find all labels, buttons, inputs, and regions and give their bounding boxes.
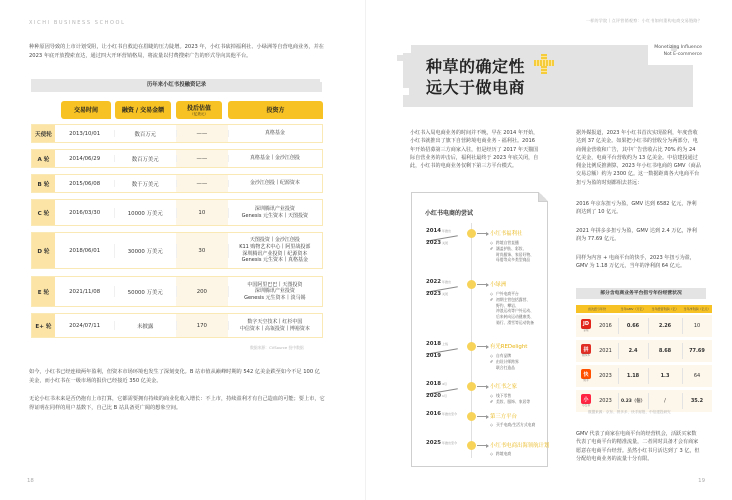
date-cell: 2013/10/01: [69, 130, 101, 137]
header-valuation: 投后估值 （亿美元）: [176, 101, 222, 119]
decorative-pixel: [403, 88, 409, 95]
arrow-icon: [477, 346, 488, 347]
platform-table-header: 首次扭亏年份 当年GMV（万亿） 当年经营利润（亿） 当年净利润（亿元）: [576, 305, 712, 313]
funding-table-title: 历年来小红书投融资记录: [31, 79, 322, 92]
round-label: 天使轮: [32, 125, 55, 142]
decorative-pixel: [645, 65, 693, 107]
table-row: [31, 149, 323, 168]
amount-cell: 10000 万美元: [114, 200, 176, 225]
round-label: E+ 轮: [32, 314, 55, 337]
investors-cell: 真格基金: [228, 125, 322, 142]
diamond-icon: ◇: [490, 291, 493, 296]
timeline-item-name: 第三方平台: [490, 414, 517, 420]
table-row: [31, 199, 323, 226]
page-fold-icon: [538, 192, 548, 202]
platform-logo: 快 快手: [579, 369, 593, 383]
pixel-plus-icon: [534, 54, 554, 74]
amount-cell: 数千万美元: [114, 175, 176, 192]
table-row: [31, 276, 323, 307]
running-header: XICHI BUSINESS SCHOOL: [29, 20, 126, 26]
date-cell: 2018/06/01: [69, 247, 101, 254]
timeline-item-name: 小红书之家: [490, 384, 517, 390]
table-row: 快 快手 2023 1.18 1.3 64: [576, 365, 712, 387]
investors-cell: 中国阿里巴巴丨天图投资 深圳腾讯产业投资 Genesis 元生资本丨淡马锡: [228, 277, 322, 306]
pen-icon: ✐: [490, 358, 494, 364]
amount-cell: 30000 万美元: [114, 233, 176, 268]
valuation-cell: ——: [176, 150, 228, 167]
platform-logo: JD 京东: [582, 321, 589, 333]
table-source: 数据来源：京东、拼多多、快手财报、中信建投研究: [588, 410, 671, 414]
arrow-icon: [477, 445, 488, 446]
investors-cell: 天图投资丨金沙江创投 K11 购物艺术中心丨阿里战投部 深圳腾讯产业投资丨纪源资本 Genesis 元生资本丨真格基金: [228, 233, 322, 268]
timeline-item-name: 小绿洲: [490, 282, 507, 288]
valuation-cell: 200: [176, 277, 228, 306]
arrow-icon: [477, 416, 488, 417]
header-investors: 投资方: [228, 101, 323, 119]
table-row: 小 小红书 2023 0.23（估） / 35.2: [576, 390, 712, 412]
valuation-cell: 30: [176, 233, 228, 268]
platform-logo: 小 小红书: [579, 394, 593, 408]
pinduoduo-logo-icon: 拼: [581, 344, 591, 354]
diamond-icon: ◇: [490, 393, 493, 398]
amount-cell: 未披露: [114, 314, 176, 337]
page-number: 19: [698, 478, 705, 484]
valuation-cell: ——: [176, 175, 228, 192]
body-paragraph: 2021 年拼多多扭亏为盈，GMV 达到 2.4 万亿，净利润为 77.69 亿元。: [576, 228, 697, 243]
body-paragraph: 2016 年京东扭亏为盈，GMV 达到 6582 亿元，净利润达到了 10 亿元。: [576, 201, 697, 216]
body-paragraph: 无论小红书未来是否仍抱有上市打算，它都需要拥有持续的商业化收入增长：不上市，持续盈利才有自己造血的可能；要上市，它得证明在同样的用户基数下，自己比 B 站具备更广阔的想象空间。: [29, 396, 325, 411]
date-cell: 2014/06/29: [69, 155, 101, 162]
arrow-icon: [477, 386, 488, 387]
timeline-bullets: ◇ 买手电商/生活方式电商: [490, 422, 536, 427]
body-paragraph: 同样为内容 + 电商平台的快手，2023 年扭亏为盈，GMV 为 1.18 万亿元，当年的净利润 64 亿元。: [576, 255, 695, 270]
running-header: 一样的学院丨点评营销观察：小红书如何重构电商交易链路？: [585, 18, 702, 23]
pen-icon: ✐: [490, 296, 494, 302]
amount-cell: 数百万美元: [114, 150, 176, 167]
timeline-card: 小红书电商的尝试 2014年推出 2023关闭 小红书福利社 ◇ 跨境自营直播 ✐ 涵盖护肤、彩妆、 时尚服饰、家居好物、 母婴等众多类型商品 2022年推出 2023关闭 小绿洲 ◇ 户外电商平台 ✐ 初期主营包括露营、 野钓、攀岩、 冲浪运动等户外运动、 后来转向运动健康类、 骑行、滑雪等运动装备 2018上线 2019 有光REDelight ◇ 自有品牌 ✐ 由设计师跨界 联合打造品 20184月 20201月 小红书之家 ◇ 线下零售 ✐ 美妆、服饰、家居等 2016年推出至今 第三方平台 ◇ 买手电商/生活方式电商 2025年推出至今 小红书电商出海领航计划 ◇ 跨境电商: [411, 192, 548, 467]
table-row: [31, 174, 323, 193]
valuation-cell: 10: [176, 200, 228, 225]
amount-cell: 数百万元: [114, 125, 176, 142]
arrow-icon: [477, 284, 488, 285]
platform-logo: 拼 拼多多: [579, 344, 593, 358]
diamond-icon: ◇: [490, 353, 493, 358]
timeline-dot: [467, 441, 476, 450]
amount-cell: 50000 万美元: [114, 277, 176, 306]
kuaishou-logo-icon: 快: [581, 369, 591, 379]
timeline-bullets: ◇ 自有品牌 ✐ 由设计师跨界 联合打造品: [490, 353, 519, 370]
platform-table-title: 部分含电商业务平台扭亏年份经营状况: [576, 288, 706, 299]
table-row: [31, 124, 323, 143]
round-label: B 轮: [32, 175, 55, 192]
header-date: 交易时间: [61, 101, 111, 119]
investors-cell: 金沙江创投丨纪源资本: [228, 175, 322, 192]
diamond-icon: ◇: [490, 240, 493, 245]
round-label: D 轮: [32, 233, 55, 268]
date-cell: 2015/06/08: [69, 180, 101, 187]
page-number: 18: [27, 478, 34, 484]
valuation-cell: 170: [176, 314, 228, 337]
right-page: [366, 0, 732, 500]
pen-icon: ✐: [490, 245, 494, 251]
timeline-bullets: ◇ 跨境自营直播 ✐ 涵盖护肤、彩妆、 时尚服饰、家居好物、 母婴等众多类型商品: [490, 240, 534, 263]
timeline-dot: [467, 229, 476, 238]
round-label: A 轮: [32, 150, 55, 167]
jd-logo-icon: JD: [582, 321, 589, 328]
date-cell: 2024/07/11: [69, 322, 101, 329]
timeline-bullets: ◇ 跨境电商: [490, 451, 512, 456]
section-title: 种草的确定性 远大于做电商: [426, 57, 526, 97]
body-paragraph: 据外媒报道，2023 年小红书首次实现盈利，年度营收达到 37 亿美金。如果把小红书的营收分为两部分，电商佣金营收和广告，其中广告营收占比 70% 约为 24 亿美金，电商平台营收约为 13 亿美金。中信建投通过佣金比例反推测算，2023 年小红书电商的 GMV（商品交易总额）约为 2300 亿。这一数据距离各大电商平台扭亏为盈的时刻都相去甚远：: [576, 130, 701, 186]
xiaohongshu-logo-icon: 小: [581, 394, 591, 404]
investors-cell: 深圳腾讯产业投资 Genesis 元生资本丨天图投资: [228, 200, 322, 225]
body-paragraph: 小红书入局电商业务的时间并不晚，早在 2014 年开始，小红书就推出了旗下自营跨境电商业务 - 福利社。2016 年开始招募第三方商家入驻，但是经历了 2017 年天猫国际自营业务的冲击后，福利社最终于 2023 年底关闭，自此，小红书的电商业务仅剩下第三方平台模式。: [410, 130, 539, 170]
diamond-icon: ◇: [490, 451, 493, 456]
timeline-axis: [471, 223, 472, 458]
round-label: C 轮: [32, 200, 55, 225]
decorative-pixel: [403, 45, 411, 53]
date-cell: 2016/03/30: [69, 209, 101, 216]
table-row: [31, 232, 323, 269]
timeline-dot: [467, 382, 476, 391]
date-cell: 2021/11/08: [69, 288, 101, 295]
investors-cell: 真格基金丨金沙江创投: [228, 150, 322, 167]
timeline-item-name: 有光REDelight: [490, 344, 528, 350]
table-row: [31, 313, 323, 338]
round-label: E 轮: [32, 277, 55, 306]
timeline-dot: [467, 342, 476, 351]
funding-table-header: [61, 101, 323, 119]
diamond-icon: ◇: [490, 422, 493, 427]
timeline-dot: [467, 412, 476, 421]
investors-cell: 数字天空技术丨红杉中国 中信资本丨高瓴投资丨博裕资本: [228, 314, 322, 337]
timeline-bullets: ◇ 户外电商平台 ✐ 初期主营包括露营、 野钓、攀岩、 冲浪运动等户外运动、 后来转向运动健康类、 骑行、滑雪等运动装备: [490, 291, 534, 325]
table-row: JD 京东 2016 0.66 2.26 10: [576, 315, 712, 337]
table-row: 拼 拼多多 2021 2.4 8.68 77.69: [576, 340, 712, 362]
decorative-notch: [320, 79, 323, 82]
intro-paragraph: 种种原因导致的上市计划受阻，让小红书自救迫在眉睫的压力陡增。2023 年，小红书砍掉福利社、小绿洲等自营电商业务，并在 2023 年底开放搜索直达，通过四大开环营销格局，将流量以付费搜索广告的形式导向其他平台。: [29, 44, 324, 59]
valuation-cell: ——: [176, 125, 228, 142]
timeline-title: 小红书电商的尝试: [425, 210, 474, 217]
body-paragraph: 如今，小红书已经连续两年盈利，但资本市场环境也发生了深刻变化。B 站市值从巅峰时期的 542 亿美金跌至如今不足 100 亿美金，而小红书在一级市场的报价已经接近 350 亿美金。: [29, 369, 320, 384]
timeline-item-name: 小红书福利社: [490, 231, 523, 237]
decorative-pixel: [397, 55, 403, 61]
timeline-bullets: ◇ 线下零售 ✐ 美妆、服饰、家居等: [490, 393, 531, 404]
timeline-item-name: 小红书电商出海领航计划: [490, 443, 550, 449]
header-amount: 融资 / 交易金额: [115, 101, 171, 119]
timeline-dot: [467, 280, 476, 289]
table-source: 数据来源：CVSource 投中数据: [250, 345, 304, 350]
pen-icon: ✐: [490, 398, 494, 404]
section-subtitle: Monetizing Influence Not E-commerce: [654, 45, 702, 57]
body-paragraph: GMV 代表了商家在电商平台的经营机会，活跃买家数代表了电商平台的精准流量，二者同时具备才会有商家愿意在电商平台经营。虽然小红书月活达到了 3 亿，但分配给电商业务的流量十分有限。: [576, 431, 700, 462]
arrow-icon: [477, 233, 488, 234]
